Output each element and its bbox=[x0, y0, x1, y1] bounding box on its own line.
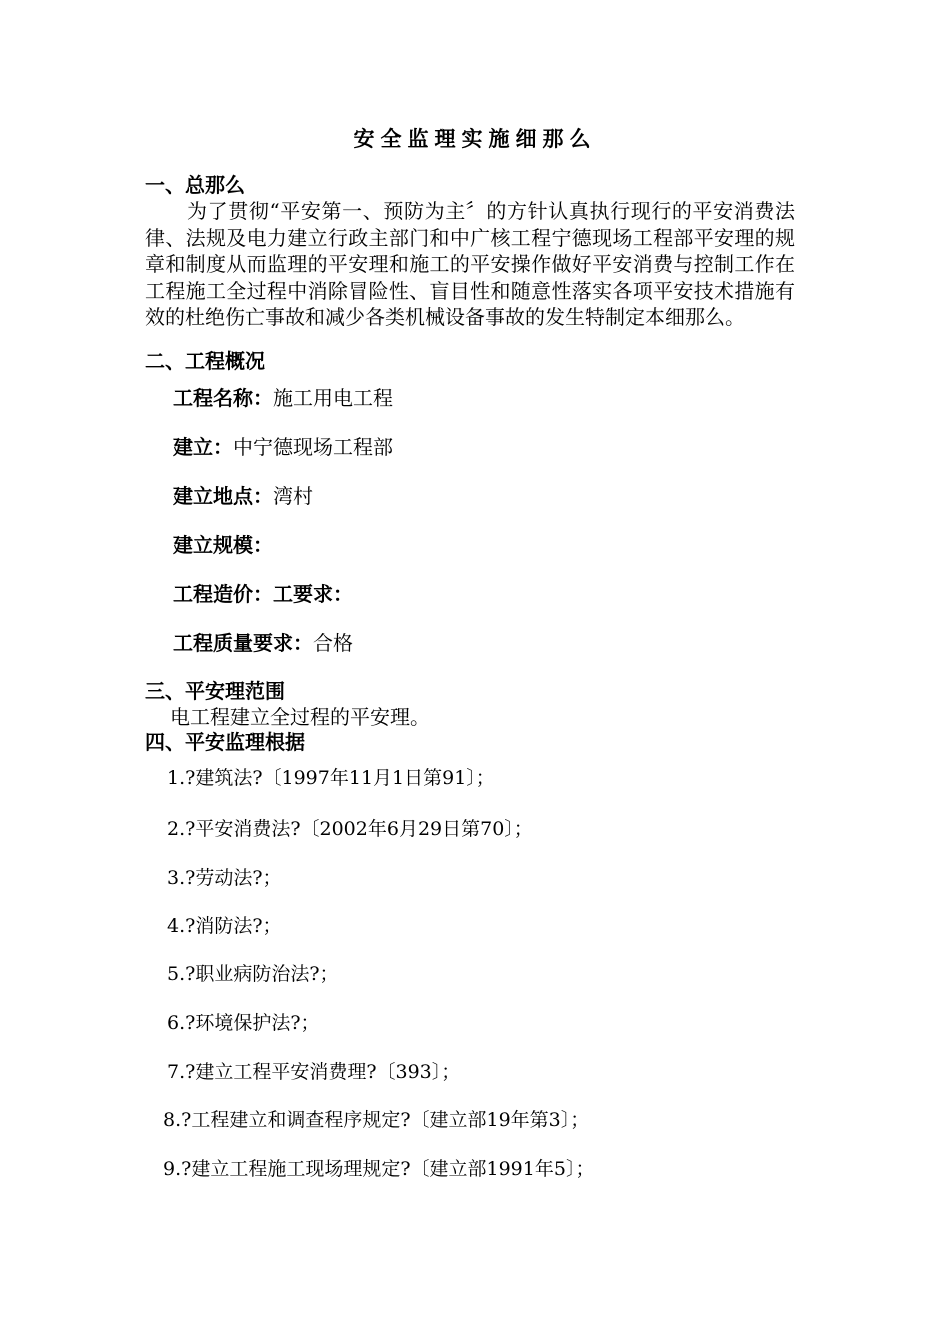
field-label: 工程造价：工要求： bbox=[173, 582, 353, 606]
section-text-scope: 电工程建立全过程的平安理。 bbox=[170, 705, 430, 729]
field-value: 合格 bbox=[313, 631, 353, 655]
field-label: 建立： bbox=[173, 435, 233, 459]
section-heading-basis: 四、平安监理根据 bbox=[145, 730, 305, 754]
document-title: 安全监理实施细那么 bbox=[353, 126, 597, 151]
field-builder bbox=[173, 433, 393, 461]
field-value: 湾村 bbox=[273, 484, 313, 508]
field-scale bbox=[173, 531, 273, 559]
field-label: 建立规模： bbox=[173, 533, 273, 557]
list-item: 7.?建立工程平安消费理?〔393〕； bbox=[167, 1061, 461, 1083]
field-label: 工程质量要求： bbox=[173, 631, 313, 655]
field-label: 建立地点： bbox=[173, 484, 273, 508]
list-item: 9.?建立工程施工现场理规定?〔建立部1991年5〕； bbox=[163, 1158, 595, 1180]
field-quality bbox=[173, 629, 353, 657]
list-item: 5.?职业病防治法?； bbox=[167, 963, 339, 985]
section-paragraph-general: 为了贯彻“平安第一、预防为主〞的方针认真执行现行的平安消费法律、法规及电力建立行政主部门和中广核工程宁德现场工程部平安理的规章和制度从而监理的平安理和施工的平安操作做好平安消费与控制工作在工程施工全过程中消除冒险性、盲目性和随意性落实各项平安技术措施有效的杜绝伤亡事故和减少各类机械设备事故的发生特制定本细那么。 bbox=[145, 199, 795, 329]
list-item: 6.?环境保护法?； bbox=[167, 1012, 320, 1034]
field-label: 工程名称： bbox=[173, 386, 273, 410]
section-heading-general: 一、总那么 bbox=[145, 173, 245, 197]
list-item: 8.?工程建立和调查程序规定?〔建立部19年第3〕； bbox=[163, 1109, 590, 1131]
list-item: 3.?劳动法?； bbox=[167, 867, 282, 889]
list-item: 1.?建筑法?〔1997年11月1日第91〕； bbox=[167, 767, 495, 789]
field-location bbox=[173, 482, 313, 510]
field-project-name bbox=[173, 384, 393, 412]
field-cost bbox=[173, 580, 353, 608]
list-item: 2.?平安消费法?〔2002年6月29日第70〕； bbox=[167, 818, 533, 840]
field-value: 中宁德现场工程部 bbox=[233, 435, 393, 459]
section-heading-scope: 三、平安理范围 bbox=[145, 679, 285, 703]
section-heading-overview: 二、工程概况 bbox=[145, 349, 265, 373]
field-value: 施工用电工程 bbox=[273, 386, 393, 410]
list-item: 4.?消防法?； bbox=[167, 915, 282, 937]
